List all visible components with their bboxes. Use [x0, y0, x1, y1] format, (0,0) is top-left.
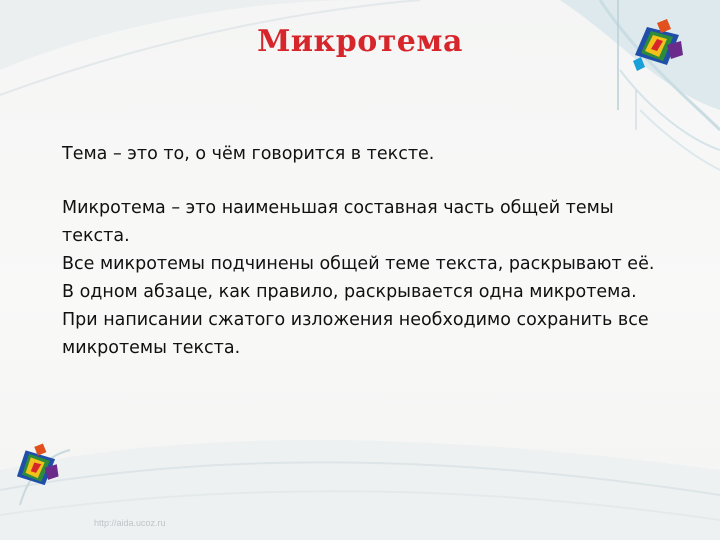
term-microtopic: Микротема — [62, 198, 166, 218]
definition-topic — [62, 140, 662, 168]
definition-microtopic-text: – это наименьшая составная часть общей темы текста. — [62, 198, 614, 246]
statement-summary: При написании сжатого изложения необходимо сохранить все микротемы текста. — [62, 310, 649, 358]
paragraph-gap — [62, 168, 662, 194]
statement-paragraph: В одном абзаце, как правило, раскрывается одна микротема. — [62, 282, 637, 302]
footer-url: http://aida.ucoz.ru — [94, 518, 166, 528]
definition-microtopic — [62, 194, 662, 250]
slide-title: Микротема — [257, 24, 463, 59]
slide-body-text — [62, 140, 662, 362]
statement-subordination: Все микротемы подчинены общей теме текста, раскрывают её. — [62, 254, 655, 274]
colorful-book-logo-icon — [10, 440, 62, 492]
colorful-book-logo-icon — [627, 15, 687, 75]
definition-topic-text: – это то, о чём говорится в тексте. — [107, 144, 435, 164]
term-topic: Тема — [62, 144, 108, 164]
